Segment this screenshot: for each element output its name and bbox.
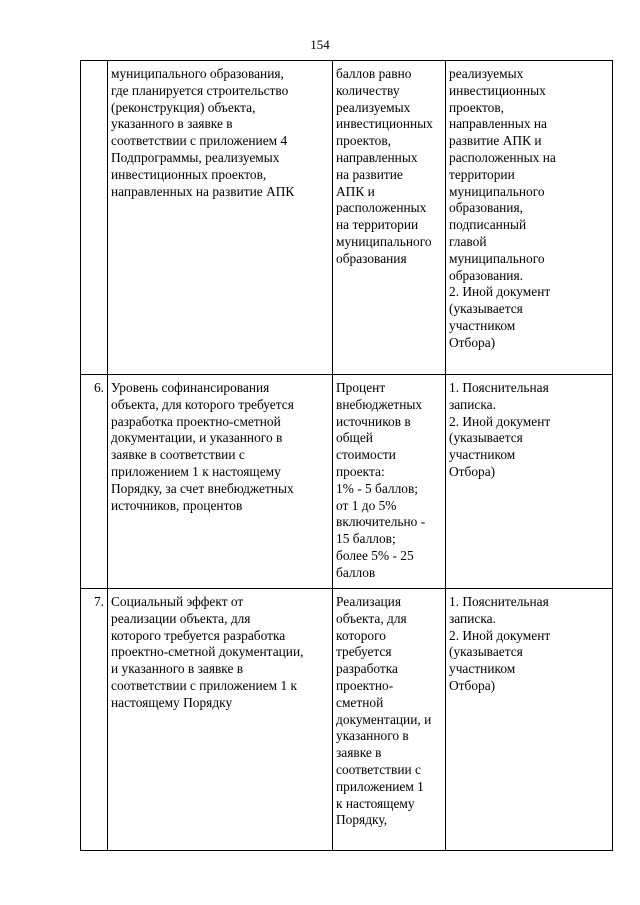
documents-text-line: расположенных на	[449, 149, 556, 165]
criteria-table	[80, 60, 613, 851]
documents-text-line: Отбора)	[449, 334, 496, 350]
documents-text-line: реализуемых	[449, 66, 524, 81]
criterion-text-line: указанного в заявке в	[111, 116, 233, 132]
scoring-text-line: приложением 1	[336, 778, 424, 794]
scoring-text-line: Реализация	[336, 594, 402, 609]
documents-text-line: проектов,	[449, 99, 505, 115]
criterion-text-line: Подпрограммы, реализуемых	[111, 149, 280, 165]
criterion-text-line: реализации объекта, для	[111, 610, 251, 626]
page-number: 154	[310, 37, 330, 52]
scoring-text-line: от 1 до 5%	[336, 497, 397, 513]
row-number	[81, 61, 108, 375]
criterion-cell	[108, 375, 333, 589]
documents-text-line: инвестиционных	[449, 82, 546, 98]
scoring-text-line: Процент	[336, 380, 386, 395]
criterion-text-line: Порядку, за счет внебюджетных	[111, 480, 294, 496]
documents-text-line: участником	[449, 447, 516, 463]
scoring-text-line: включительно -	[336, 514, 426, 530]
documents-text-line: (указывается	[449, 301, 523, 317]
criterion-text-line: источников, процентов	[111, 497, 243, 513]
criterion-text-line: Социальный эффект от	[111, 594, 244, 609]
documents-text-line: образования.	[449, 267, 523, 283]
scoring-cell	[333, 589, 446, 851]
criterion-text-line: (реконструкция) объекта,	[111, 99, 256, 115]
criterion-text-line: объекта, для которого требуется	[111, 396, 294, 412]
documents-text-line: записка.	[449, 610, 496, 626]
table-row	[81, 375, 613, 589]
scoring-text-line: требуется	[336, 644, 392, 660]
scoring-text-line: 1% - 5 баллов;	[336, 480, 419, 496]
scoring-text-line: на территории	[336, 217, 419, 233]
scoring-text-line: Порядку,	[336, 812, 388, 828]
scoring-text-line: соответствии с	[336, 761, 421, 777]
documents-text-line: муниципального	[449, 250, 545, 266]
documents-text-line: территории	[449, 166, 515, 182]
documents-cell	[446, 375, 613, 589]
scoring-cell	[333, 61, 446, 375]
row-number: 7.	[81, 589, 108, 851]
criterion-text-line: которого требуется разработка	[111, 627, 286, 643]
scoring-text-line: 15 баллов;	[336, 531, 396, 547]
documents-text-line: образования,	[449, 200, 523, 216]
documents-text-line: 1. Пояснительная	[449, 380, 549, 395]
scoring-text-line: баллов равно	[336, 66, 412, 81]
scoring-text-line: инвестиционных	[336, 116, 433, 132]
scoring-text-line: разработка	[336, 661, 398, 677]
documents-text-line: участником	[449, 317, 516, 333]
documents-text-line: подписанный	[449, 217, 527, 233]
scoring-text-line: баллов	[336, 564, 376, 580]
criterion-text-line: Уровень софинансирования	[111, 380, 270, 395]
scoring-text-line: проекта:	[336, 463, 385, 479]
scoring-text-line: заявке в	[336, 745, 382, 761]
documents-text-line: 2. Иной документ	[449, 413, 551, 429]
documents-text-line: (указывается	[449, 644, 523, 660]
scoring-text-line: к настоящему	[336, 795, 415, 811]
documents-text-line: Отбора)	[449, 463, 496, 479]
documents-text-line: направленных на	[449, 116, 547, 132]
scoring-text-line: документации, и	[336, 711, 432, 727]
criterion-text-line: приложением 1 к настоящему	[111, 463, 281, 479]
documents-cell	[446, 61, 613, 375]
criterion-text-line: разработка проектно-сметной	[111, 413, 281, 429]
scoring-text-line: которого	[336, 627, 386, 643]
criterion-text-line: соответствии с приложением 1 к	[111, 677, 298, 693]
documents-text-line: 2. Иной документ	[449, 627, 551, 643]
scoring-cell	[333, 375, 446, 589]
scoring-text-line: указанного в	[336, 728, 409, 744]
documents-text-line: 2. Иной документ	[449, 284, 551, 300]
documents-text-line: 1. Пояснительная	[449, 594, 549, 609]
scoring-text-line: расположенных	[336, 200, 427, 216]
scoring-text-line: общей	[336, 430, 373, 446]
criterion-text-line: направленных на развитие АПК	[111, 183, 295, 199]
scoring-text-line: количеству	[336, 82, 400, 98]
scoring-text-line: источников в	[336, 413, 411, 429]
criterion-cell	[108, 61, 333, 375]
scoring-text-line: более 5% - 25	[336, 547, 414, 563]
scoring-text-line: образования	[336, 250, 407, 266]
scoring-text-line: сметной	[336, 694, 384, 710]
table-row	[81, 61, 613, 375]
criterion-text-line: заявке в соответствии с	[111, 447, 245, 463]
documents-text-line: записка.	[449, 396, 496, 412]
criterion-text-line: документации, и указанного в	[111, 430, 283, 446]
documents-text-line: развитие АПК и	[449, 133, 542, 149]
scoring-text-line: муниципального	[336, 233, 432, 249]
documents-text-line: главой	[449, 233, 487, 249]
documents-text-line: (указывается	[449, 430, 523, 446]
criterion-text-line: где планируется строительство	[111, 82, 289, 98]
documents-text-line: муниципального	[449, 183, 545, 199]
criterion-text-line: проектно-сметной документации,	[111, 644, 304, 660]
criterion-text-line: соответствии с приложением 4	[111, 133, 288, 149]
criteria-table-body	[81, 61, 613, 851]
scoring-text-line: проектов,	[336, 133, 392, 149]
documents-cell	[446, 589, 613, 851]
scoring-text-line: реализуемых	[336, 99, 411, 115]
scoring-text-line: проектно-	[336, 677, 394, 693]
criterion-text-line: муниципального образования,	[111, 66, 284, 81]
criterion-text-line: инвестиционных проектов,	[111, 166, 267, 182]
criterion-text-line: настоящему Порядку	[111, 694, 233, 710]
criterion-text-line: и указанного в заявке в	[111, 661, 244, 677]
scoring-text-line: направленных	[336, 149, 418, 165]
documents-text-line: участником	[449, 661, 516, 677]
scoring-text-line: АПК и	[336, 183, 375, 199]
table-row	[81, 589, 613, 851]
scoring-text-line: на развитие	[336, 166, 403, 182]
row-number: 6.	[81, 375, 108, 589]
documents-text-line: Отбора)	[449, 677, 496, 693]
criterion-cell	[108, 589, 333, 851]
scoring-text-line: внебюджетных	[336, 396, 423, 412]
scoring-text-line: объекта, для	[336, 610, 407, 626]
scoring-text-line: стоимости	[336, 447, 396, 463]
